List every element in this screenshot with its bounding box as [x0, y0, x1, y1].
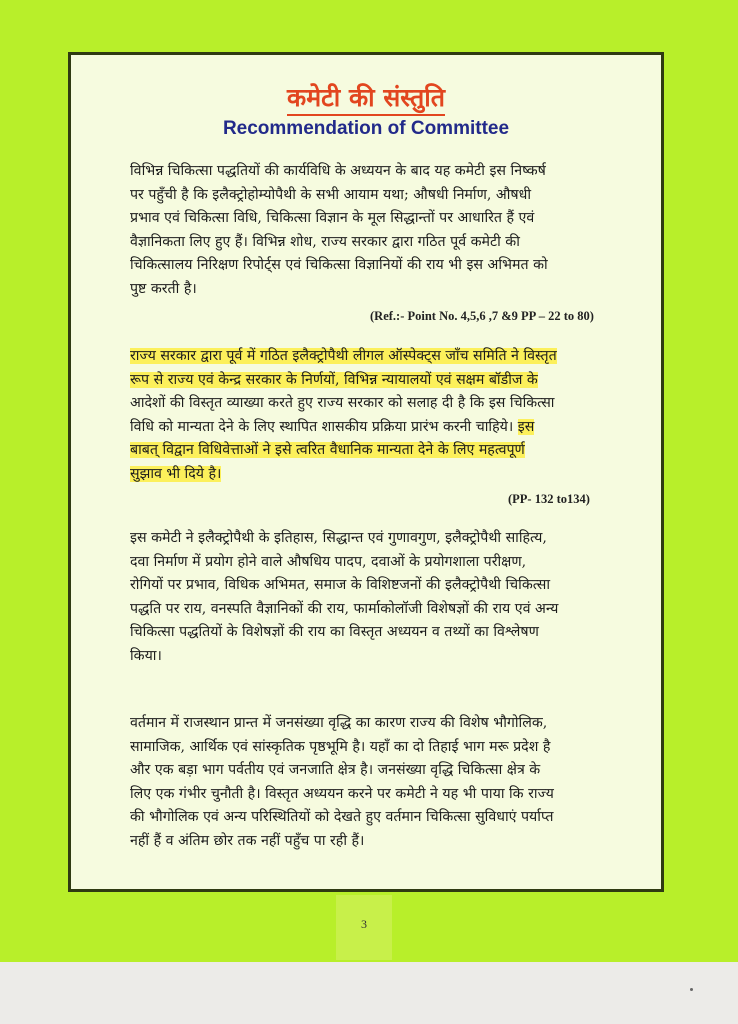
text-line [130, 463, 655, 487]
text-line: विभिन्न चिकित्सा पद्धतियों की कार्यविधि के अध्ययन के बाद यह कमेटी इस निष्कर्ष [130, 163, 546, 179]
text-line [130, 416, 655, 440]
text-line: दवा निर्माण में प्रयोग होने वाले औषधिय पादप, दवाओं के प्रयोगशाला परीक्षण, [130, 553, 527, 570]
title-english: Recommendation of Committee [222, 118, 510, 139]
highlighted-text: राज्य सरकार द्वारा पूर्व में गठित इलैक्ट्रोपैथी लीगल ऑस्पेक्ट्स जाँच समिति ने विस्तृत [130, 348, 557, 364]
reference-2: (PP- 132 to134) [508, 492, 590, 506]
text-line [130, 439, 655, 463]
text-line: रोगियों पर प्रभाव, विधिक अभिमत, समाज के विशिष्टजनों की इलैक्ट्रोपैथी चिकित्सा [130, 577, 551, 594]
text-line: पुष्ट करती है। [130, 280, 197, 297]
text-line [130, 345, 655, 369]
text-line: वर्तमान में राजस्थान प्रान्त में जनसंख्या वृद्धि का कारण राज्य की विशेष भौगोलिक, [130, 715, 548, 731]
text-segment: विधि को मान्यता देने के लिए स्थापित शासकीय प्रक्रिया प्रारंभ करनी चाहिये। [130, 418, 518, 435]
highlighted-text: सुझाव भी दिये है। [130, 465, 222, 482]
text-line: चिकित्सा पद्धतियों के विशेषज्ञों की राय का विस्तृत अध्ययन व तथ्यों का विश्लेषण [130, 624, 539, 641]
page-number-box [336, 895, 392, 960]
text-line: इस कमेटी ने इलैक्ट्रोपैथी के इतिहास, सिद्धान्त एवं गुणावगुण, इलैक्ट्रोपैथी साहित्य, [130, 530, 547, 546]
text-line: आदेशों की विस्तृत व्याख्या करते हुए राज्य सरकार को सलाह दी है कि इस चिकित्सा [130, 395, 555, 412]
text-line: पद्धति पर राय, वनस्पति वैज्ञानिकों की राय, फार्माकोलॉजी विशेषज्ञों की राय एवं अन्य [130, 600, 559, 617]
text-line [130, 369, 655, 393]
text-line: सामाजिक, आर्थिक एवं सांस्कृतिक पृष्ठभूमि है। यहाँ का दो तिहाई भाग मरू प्रदेश है [130, 738, 551, 755]
text-line: की भौगोलिक एवं अन्य परिस्थितियों को देखते हुए वर्तमान चिकित्सा सुविधाएं पर्याप्त [130, 809, 554, 826]
text-line: और एक बड़ा भाग पर्वतीय एवं जनजाति क्षेत्र है। जनसंख्या वृद्धि चिकित्सा क्षेत्र के [130, 762, 541, 779]
paragraph-1 [130, 160, 655, 302]
text-line: लिए एक गंभीर चुनौती है। विस्तृत अध्ययन करने पर कमेटी ने यह भी पाया कि राज्य [130, 785, 554, 802]
text-line: प्रभाव एवं चिकित्सा विधि, चिकित्सा विज्ञान के मूल सिद्धान्तों पर आधारित हैं एवं [130, 210, 535, 227]
title-hindi: कमेटी की संस्तुति [68, 80, 664, 114]
paragraph-2 [130, 345, 655, 487]
highlighted-text: इस [517, 418, 535, 435]
paragraph-3 [130, 527, 655, 669]
reference-1: (Ref.:- Point No. 4,5,6 ,7 &9 PP – 22 to 80) [370, 309, 594, 323]
text-line: किया। [130, 647, 162, 664]
highlighted-text: रूप से राज्य एवं केन्द्र सरकार के निर्णयों, विभिन्न न्यायालयों एवं सक्षम बॉडीज के [130, 371, 538, 388]
highlighted-text: बाबत् विद्वान विधिवेत्ताओं ने इसे त्वरित वैधानिक मान्यता देने के लिए महत्वपूर्ण [130, 442, 525, 459]
paragraph-4 [130, 712, 655, 854]
speck [690, 988, 693, 991]
text-line: पर पहुँची है कि इलैक्ट्रोहोम्योपैथी के सभी आयाम यथा; औषधी निर्माण, औषधी [130, 186, 531, 203]
text-line: नहीं हैं व अंतिम छोर तक नहीं पहुँच पा रही हैं। [130, 832, 365, 849]
page-bottom-strip [0, 962, 738, 1024]
page-number: 3 [361, 917, 367, 931]
text-line: वैज्ञानिकता लिए हुए हैं। विभिन्न शोध, राज्य सरकार द्वारा गठित पूर्व कमेटी की [130, 233, 520, 250]
text-line: चिकित्सालय निरिक्षण रिपोर्ट्स एवं चिकित्सा विज्ञानियों की राय भी इस अभिमत को [130, 257, 548, 274]
